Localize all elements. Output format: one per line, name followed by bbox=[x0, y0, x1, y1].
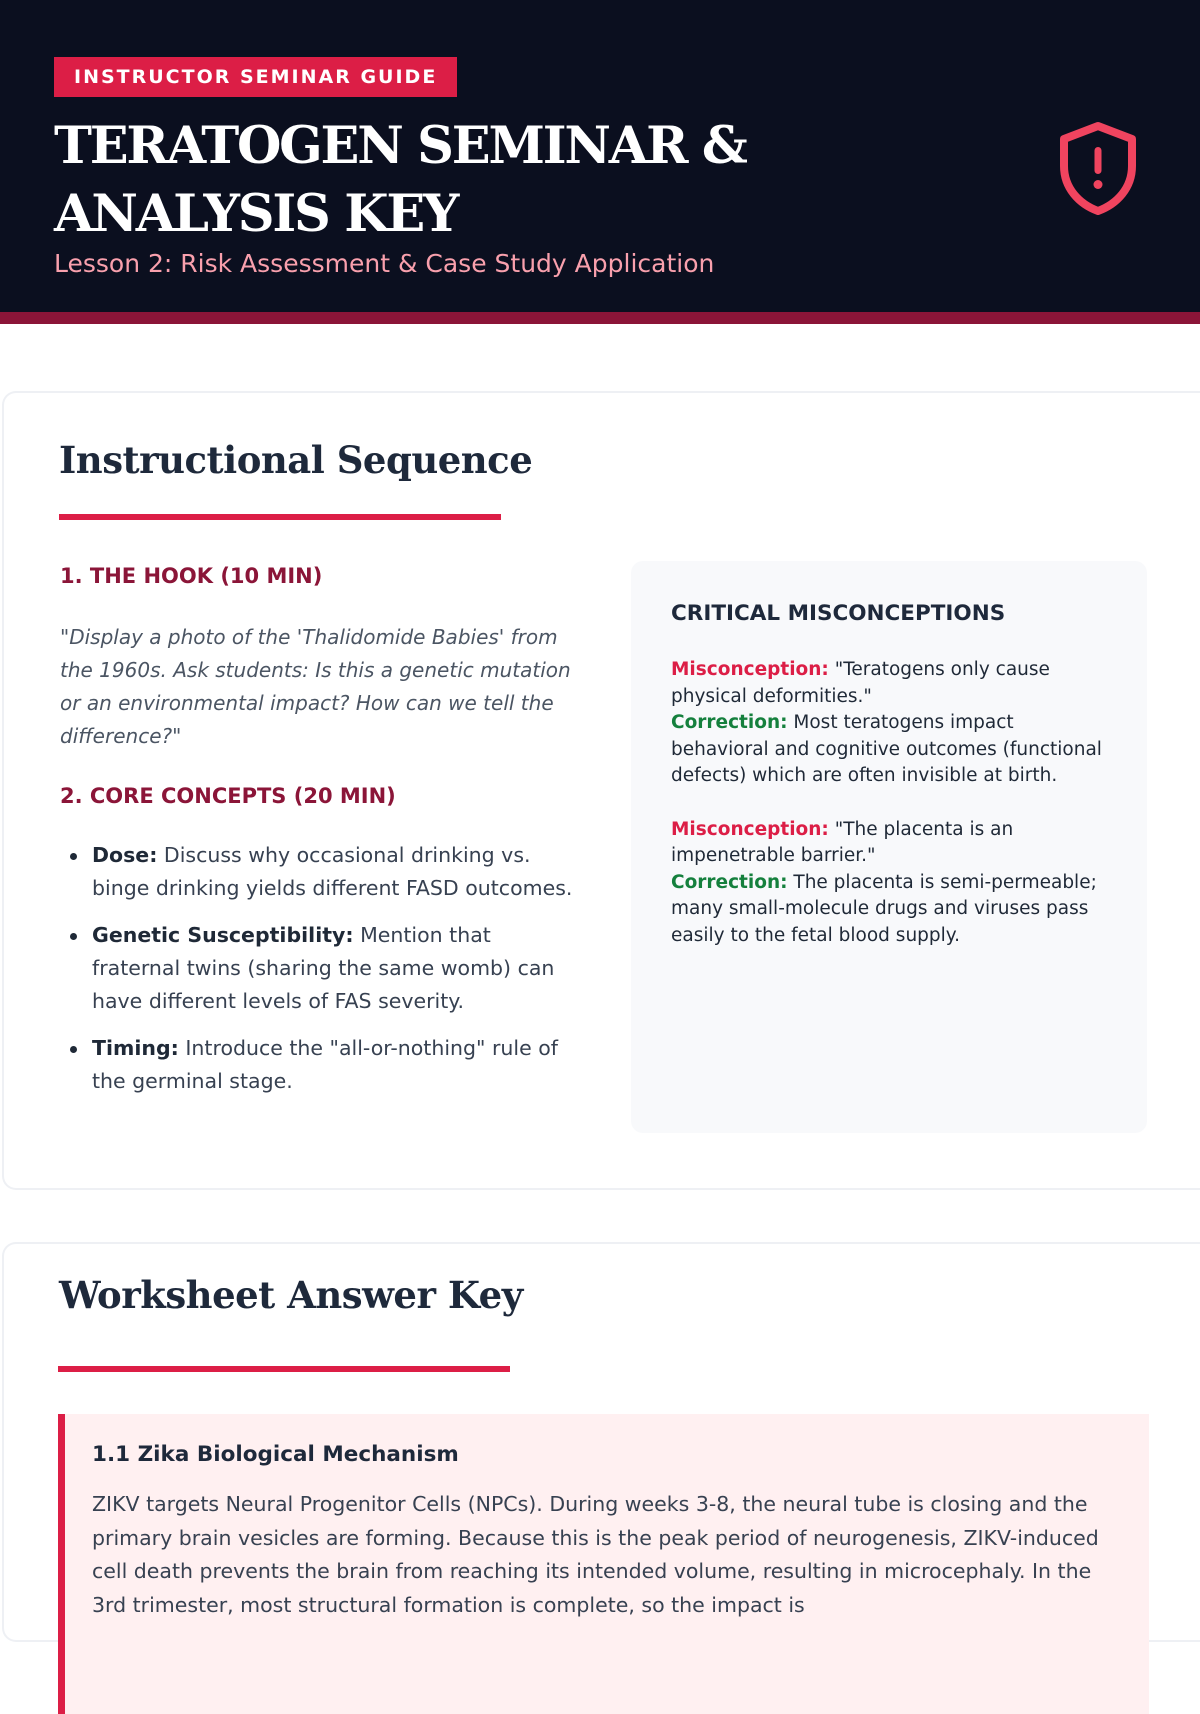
concept-term: Genetic Susceptibility: bbox=[92, 923, 354, 947]
misconception-item bbox=[671, 817, 1107, 950]
correction-text: The placenta is semi-permeable; many small-molecule drugs and viruses pass easily to the fetal blood supply. bbox=[671, 871, 1097, 946]
answer-key-card bbox=[2, 1242, 1200, 1642]
concept-text: Introduce the "all-or-nothing" rule of the germinal stage. bbox=[92, 1036, 558, 1093]
correction-text: Most teratogens impact behavioral and cognitive outcomes (functional defects) which are often invisible at birth. bbox=[671, 712, 1102, 786]
list-item bbox=[92, 919, 580, 1018]
page-title: TERATOGEN SEMINAR & ANALYSIS KEY bbox=[54, 116, 746, 244]
instructional-sequence-card bbox=[2, 391, 1200, 1190]
correction-label: Correction: bbox=[671, 871, 788, 893]
guide-tag: INSTRUCTOR SEMINAR GUIDE bbox=[54, 57, 457, 97]
answer-block bbox=[58, 1414, 1149, 1714]
hook-quote: "Display a photo of the 'Thalidomide Babies' from the 1960s. Ask students: Is this a genetic mutation or an environmental impact? How can we tell the difference?" bbox=[60, 625, 571, 748]
misconceptions-title: CRITICAL MISCONCEPTIONS bbox=[671, 601, 1006, 626]
correction-label: Correction: bbox=[671, 712, 788, 733]
core-concepts-list bbox=[60, 839, 580, 1112]
concept-text: Mention that fraternal twins (sharing the same womb) can have different levels of FAS severity. bbox=[92, 923, 555, 1013]
concept-term: Dose: bbox=[92, 843, 158, 867]
misconception-label: Misconception: bbox=[671, 818, 829, 840]
section-divider bbox=[58, 1366, 510, 1372]
section-title-answer-key: Worksheet Answer Key bbox=[59, 1273, 523, 1317]
answer-text: ZIKV targets Neural Progenitor Cells (NPCs). During weeks 3-8, the neural tube is closing and the primary brain vesicles are forming. Because this is the peak period of neurogenesis, ZIKV-induced cell death prevents the brain from reaching its intended volume, resulting in microcephaly. In the 3rd trimester, most structural formation is complete, so the impact is bbox=[92, 1492, 1099, 1617]
misconception-item bbox=[671, 657, 1107, 790]
page-subtitle: Lesson 2: Risk Assessment & Case Study Application bbox=[54, 249, 715, 278]
misconceptions-box bbox=[631, 561, 1147, 1133]
concept-term: Timing: bbox=[92, 1036, 179, 1060]
page-header bbox=[0, 0, 1200, 324]
misconception-text: "Teratogens only cause physical deformities." bbox=[671, 659, 1050, 707]
core-concepts-heading: 2. CORE CONCEPTS (20 MIN) bbox=[60, 784, 396, 808]
misconception-text: "The placenta is an impenetrable barrier." bbox=[671, 818, 1014, 866]
hook-heading: 1. THE HOOK (10 MIN) bbox=[60, 564, 323, 588]
concept-text: Discuss why occasional drinking vs. binge drinking yields different FASD outcomes. bbox=[92, 843, 573, 900]
list-item bbox=[92, 1032, 580, 1098]
section-title-instructional-sequence: Instructional Sequence bbox=[59, 438, 533, 482]
answer-heading: 1.1 Zika Biological Mechanism bbox=[92, 1442, 459, 1467]
misconception-label: Misconception: bbox=[671, 659, 829, 680]
list-item bbox=[92, 839, 580, 905]
shield-alert-icon bbox=[1056, 120, 1140, 216]
section-divider bbox=[59, 514, 501, 520]
